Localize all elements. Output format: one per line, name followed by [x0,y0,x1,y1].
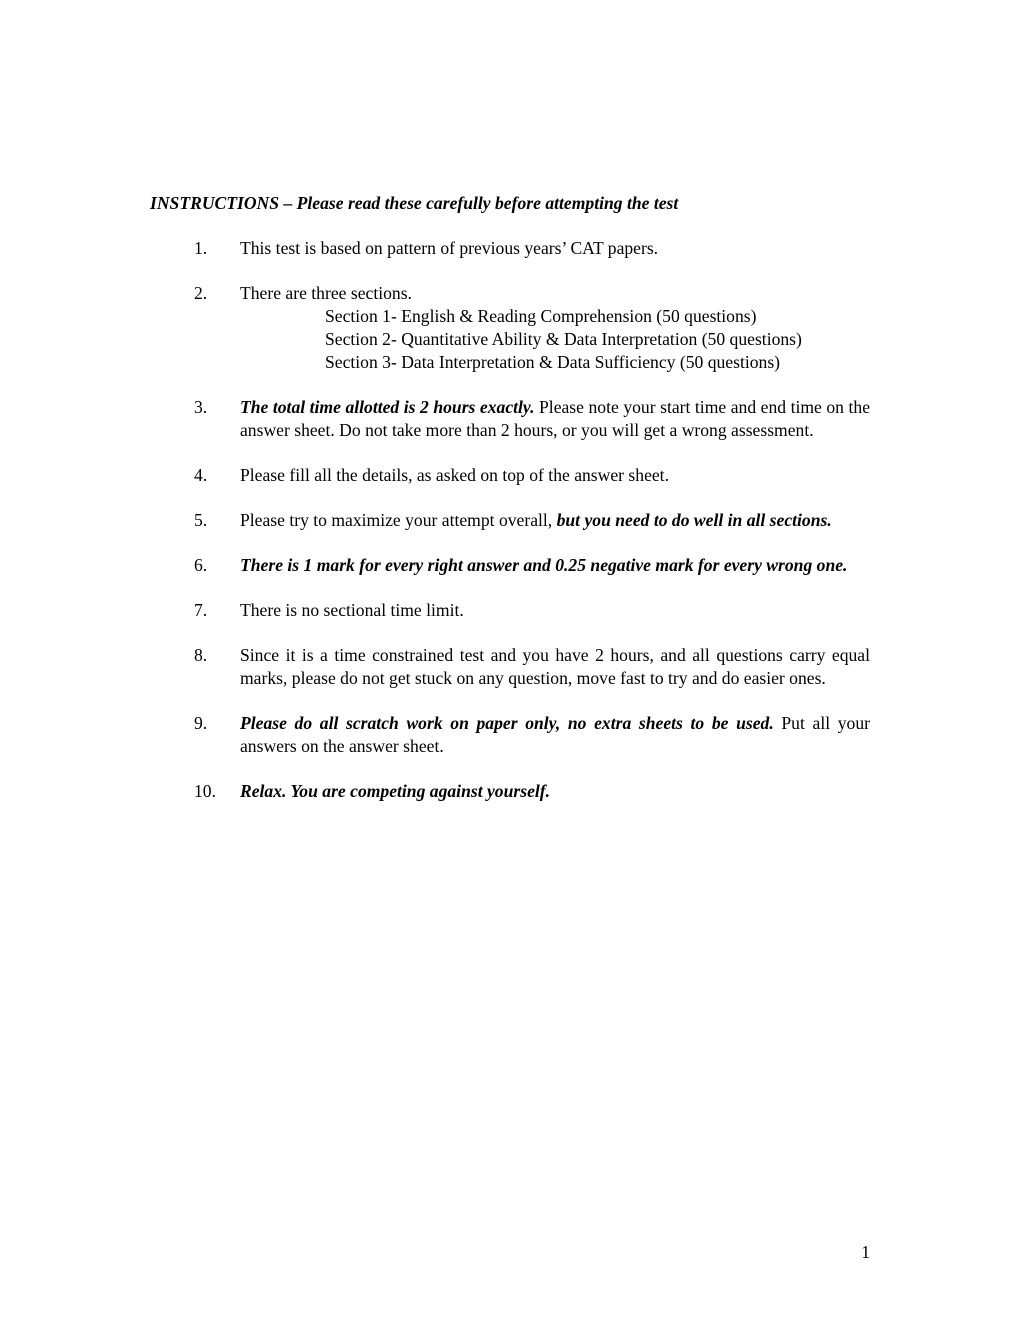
item-plain-text: This test is based on pattern of previous years’ CAT papers. [240,238,659,258]
item-number: 6. [194,555,208,575]
item-number: 10. [194,781,216,801]
item-emphasis-text: Please do all scratch work on paper only, no extra sheets to be used. [240,713,774,733]
instruction-item-8 [194,644,870,690]
item-plain-text: Since it is a time constrained test and you have 2 hours, and all questions carry equal marks, please do not get stuck on any question, move fast to try and do easier ones. [240,645,870,688]
item-number: 8. [194,645,208,665]
item-plain-text: There is no sectional time limit. [240,600,464,620]
item-plain-text: Please note your start time and end time on the answer sheet. Do not take more than 2 hours, or you will get a wrong assessment. [240,397,871,440]
item-emphasis-text: There is 1 mark for every right answer and 0.25 negative mark for every wrong one. [240,555,848,575]
instruction-item-9 [194,712,870,758]
item-plain-text: Please try to maximize your attempt overall, [240,510,557,530]
item-text [240,780,870,803]
instruction-item-4 [194,464,870,487]
section-entry: Section 2- Quantitative Ability & Data Interpretation (50 questions) [325,329,802,349]
item-number: 2. [194,283,208,303]
instruction-item-5 [194,509,870,532]
item-emphasis-text: but you need to do well in all sections. [556,510,832,530]
item-plain-text: Put all your answers on the answer sheet. [240,713,871,756]
instructions-list [194,237,870,825]
instruction-item-1 [194,237,870,260]
item-text [240,464,870,487]
item-text [240,282,870,305]
instruction-item-10 [194,780,870,803]
item-text [240,599,870,622]
item-number: 4. [194,465,208,485]
item-text [240,396,870,442]
item-text [240,554,870,577]
item-number: 3. [194,397,208,417]
item-number: 5. [194,510,208,530]
sections-list [240,305,870,374]
item-text [240,509,870,532]
item-plain-text: There are three sections. [240,283,412,303]
page-number: 1 [861,1242,870,1262]
item-number: 1. [194,238,208,258]
instruction-item-2 [194,282,870,374]
item-emphasis-text: Relax. You are competing against yourself. [240,781,551,801]
instructions-heading: INSTRUCTIONS – Please read these carefully before attempting the test [150,193,679,213]
item-plain-text: Please fill all the details, as asked on top of the answer sheet. [240,465,669,485]
section-entry: Section 3- Data Interpretation & Data Sufficiency (50 questions) [325,352,781,372]
instruction-item-7 [194,599,870,622]
item-text [240,712,870,758]
item-number: 9. [194,713,208,733]
instruction-item-6 [194,554,870,577]
item-number: 7. [194,600,208,620]
item-text [240,644,870,690]
item-emphasis-text: The total time allotted is 2 hours exactly. [240,397,535,417]
item-text [240,237,870,260]
instruction-item-3 [194,396,870,442]
section-entry: Section 1- English & Reading Comprehension (50 questions) [325,306,757,326]
